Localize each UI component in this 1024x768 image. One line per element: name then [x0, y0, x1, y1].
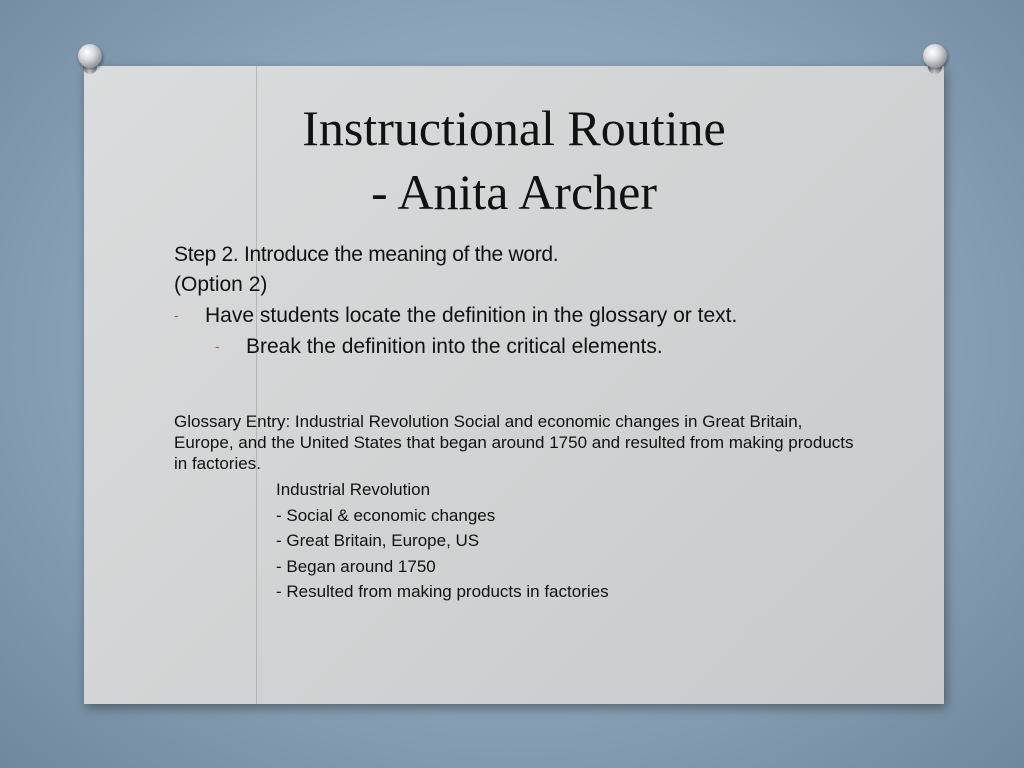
option-label: (Option 2) — [174, 273, 268, 296]
glossary-prefix: Glossary Entry: — [174, 412, 295, 431]
glossary-term: Industrial Revolution — [294, 412, 449, 431]
slide-title — [84, 96, 944, 224]
pushpin-right-icon — [920, 44, 950, 74]
glossary-entry — [174, 411, 864, 474]
bullet-item-sub — [215, 331, 894, 362]
list-item: - Resulted from making products in factories — [276, 582, 609, 601]
pushpin-left-icon — [75, 44, 105, 74]
list-item: - Began around 1750 — [276, 556, 436, 576]
title-line-1: Instructional Routine — [302, 100, 726, 156]
bullet-marker: - — [174, 307, 179, 323]
list-item: - Great Britain, Europe, US — [276, 531, 480, 550]
bullet-marker: - — [215, 338, 220, 354]
glossary-definition: Social and economic changes in Great Britain, Europe, and the United States that began around 1750 and resulted from making products in factories. — [174, 412, 854, 473]
list-item: - Social & economic changes — [276, 505, 496, 525]
bullet-text: Have students locate the definition in the glossary or text. — [205, 304, 738, 327]
slide-content — [174, 240, 894, 362]
step-heading: Step 2. Introduce the meaning of the word. — [174, 243, 559, 266]
title-line-2: - Anita Archer — [370, 164, 657, 220]
bullet-item — [174, 300, 894, 331]
definition-breakdown — [276, 477, 609, 605]
bullet-text: Break the definition into the critical elements. — [246, 335, 663, 358]
list-item: Industrial Revolution — [276, 480, 431, 499]
